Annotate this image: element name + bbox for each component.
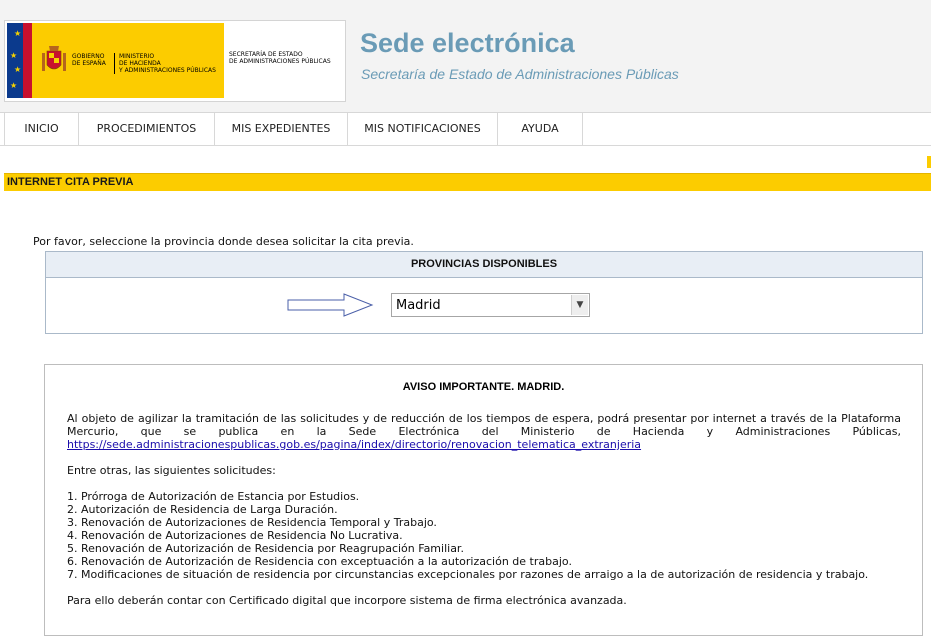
nav-mis-notificaciones[interactable]: MIS NOTIFICACIONES — [348, 113, 498, 145]
notice-paragraph-3: Para ello deberán contar con Certificado digital que incorpore sistema de firma electrónica avanzada. — [67, 594, 627, 607]
secretary-text: SECRETARÍA DE ESTADO DE ADMINISTRACIONES PÚBLICAS — [229, 51, 331, 65]
province-panel-header: PROVINCIAS DISPONIBLES — [46, 252, 922, 278]
section-title: INTERNET CITA PREVIA — [7, 176, 134, 188]
list-item: 6. Renovación de Autorización de Residencia con exceptuación a la autorización de trabajo. — [67, 555, 572, 568]
notice-title: AVISO IMPORTANTE. MADRID. — [402, 381, 565, 393]
notice-body — [67, 412, 901, 607]
list-item: 3. Renovación de Autorizaciones de Residencia Temporal y Trabajo. — [67, 516, 437, 529]
province-select-value: Madrid — [396, 298, 441, 313]
coat-of-arms-icon — [40, 43, 68, 77]
nav-ayuda[interactable]: AYUDA — [498, 113, 583, 145]
main-navigation — [0, 113, 931, 146]
nav-inicio[interactable]: INICIO — [4, 113, 79, 145]
intro-text: Por favor, seleccione la provincia donde desea solicitar la cita previa. — [33, 235, 414, 248]
notice-paragraph-2: Entre otras, las siguientes solicitudes: — [67, 464, 276, 477]
nav-procedimientos[interactable]: PROCEDIMIENTOS — [79, 113, 215, 145]
flag-stripe — [23, 23, 32, 98]
notice-link[interactable]: https://sede.administracionespublicas.gob.es/pagina/index/directorio/renovacion_telematica_extranjeria — [67, 438, 642, 451]
ministry-text: MINISTERIO DE HACIENDA Y ADMINISTRACIONES PÚBLICAS — [114, 53, 216, 74]
site-header — [0, 0, 931, 113]
right-arrow-icon — [286, 292, 376, 318]
list-item: 4. Renovación de Autorizaciones de Residencia No Lucrativa. — [67, 529, 403, 542]
important-notice — [44, 364, 923, 636]
chevron-down-icon[interactable]: ▼ — [571, 295, 588, 315]
list-item: 7. Modificaciones de situación de residencia por circunstancias excepcionales por razones de arraigo a la de autorización de residencia y trabajo. — [67, 568, 869, 581]
list-item: 1. Prórroga de Autorización de Estancia por Estudios. — [67, 490, 360, 503]
province-select[interactable] — [391, 293, 590, 317]
logo-yellow-band — [32, 23, 224, 98]
nav-mis-expedientes[interactable]: MIS EXPEDIENTES — [215, 113, 348, 145]
government-logo[interactable] — [4, 20, 346, 102]
eu-flag-icon: ★ ★ ★ ★ — [7, 23, 31, 98]
decorative-tab — [927, 156, 931, 168]
province-panel — [45, 251, 923, 334]
notice-paragraph-1: Al objeto de agilizar la tramitación de las solicitudes y de reducción de los tiempos de espera, podrá presentar por internet a través de la Plataforma Mercurio, que se publica en la Sede Electrónica del Ministerio de Hacienda y Administraciones Públicas, https://sede.administracionespublicas.gob.es/pagina/index/directorio/renovacion_telematica_extranjeria — [67, 412, 901, 451]
list-item: 2. Autorización de Residencia de Larga Duración. — [67, 503, 338, 516]
site-title[interactable]: Sede electrónica — [360, 28, 575, 58]
gob-text: GOBIERNO DE ESPAÑA — [72, 53, 106, 67]
site-subtitle: Secretaría de Estado de Administraciones Públicas — [361, 66, 679, 82]
list-item: 5. Renovación de Autorización de Residencia por Reagrupación Familiar. — [67, 542, 464, 555]
section-title-bar — [4, 173, 931, 191]
